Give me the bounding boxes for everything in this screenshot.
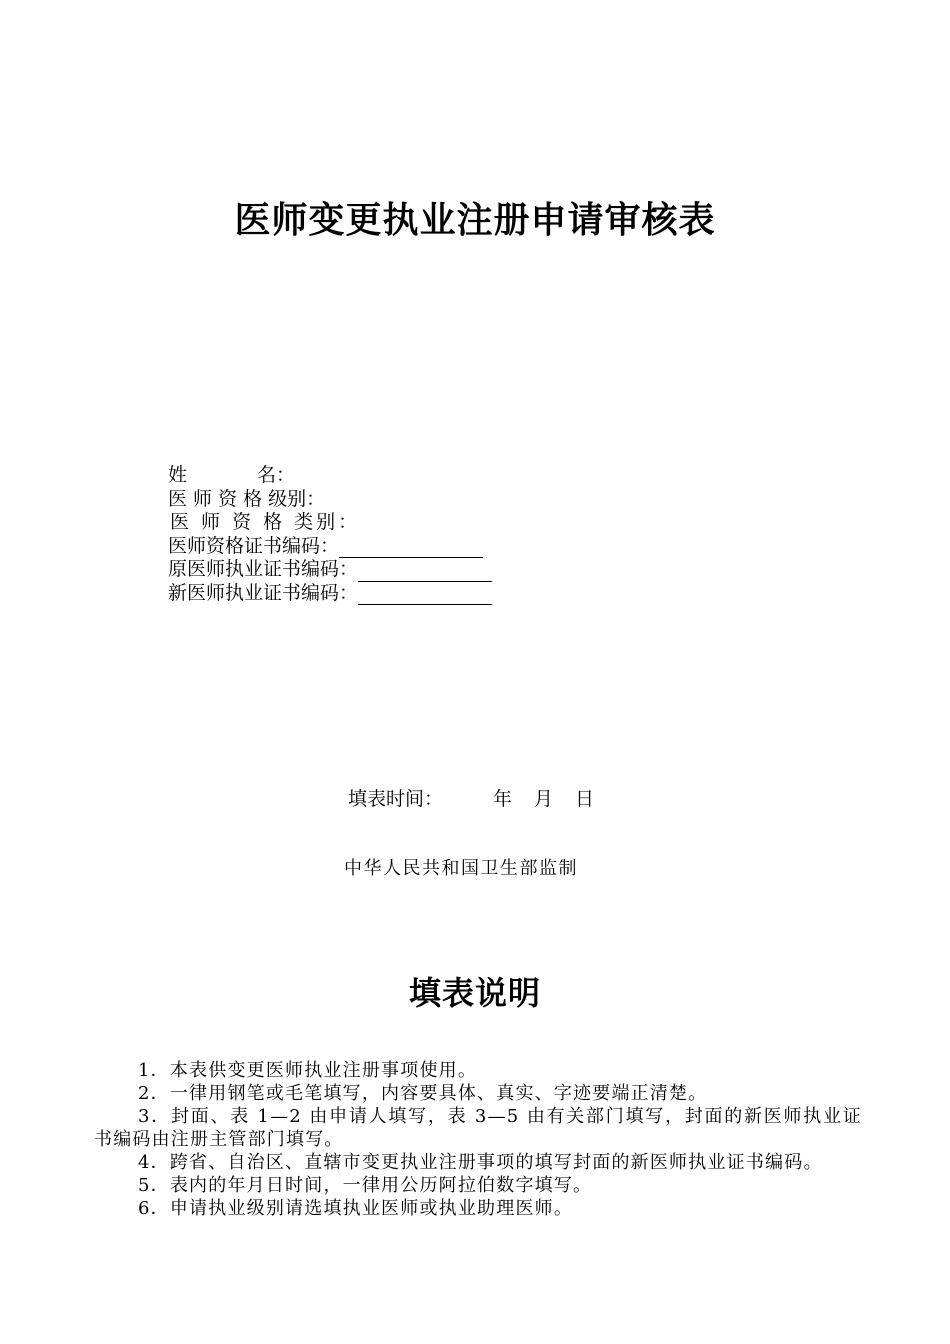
certificate-number-blank[interactable] bbox=[339, 539, 483, 558]
instruction-item: 5．表内的年月日时间，一律用公历阿拉伯数字填写。 bbox=[138, 1175, 593, 1196]
issuer-line: 中华人民共和国卫生部监制 bbox=[344, 858, 578, 879]
old-license-number-row bbox=[168, 558, 492, 582]
name-label-a: 姓 bbox=[168, 464, 188, 486]
certificate-number-label: 医师资格证书编码： bbox=[168, 534, 340, 557]
page-title: 医师变更执业注册申请审核表 bbox=[234, 200, 716, 241]
fill-date-day: 日 bbox=[575, 788, 595, 810]
qualification-type-label: 医 师 资 格 类别： bbox=[170, 511, 361, 533]
new-license-number-blank[interactable] bbox=[358, 586, 492, 605]
new-license-number-row bbox=[168, 582, 492, 606]
fill-date bbox=[348, 784, 594, 811]
instructions-title: 填表说明 bbox=[408, 974, 541, 1012]
instruction-item: 1．本表供变更医师执业注册事项使用。 bbox=[138, 1060, 478, 1081]
qualification-level-row bbox=[168, 488, 492, 512]
name-label bbox=[168, 464, 295, 488]
name-label-b: 名： bbox=[257, 464, 296, 486]
name-field-row bbox=[168, 464, 492, 488]
new-license-number-label: 新医师执业证书编码： bbox=[168, 581, 359, 604]
instruction-item: 2．一律用钢笔或毛笔填写，内容要具体、真实、字迹要端正清楚。 bbox=[138, 1083, 708, 1104]
old-license-number-blank[interactable] bbox=[358, 563, 492, 582]
qualification-type-row bbox=[168, 511, 492, 535]
instruction-item: 6．申请执业级别请选填执业医师或执业助理医师。 bbox=[138, 1198, 574, 1219]
old-license-number-label: 原医师执业证书编码： bbox=[168, 558, 359, 580]
instructions-list bbox=[94, 1059, 862, 1220]
fill-date-label: 填表时间： bbox=[348, 788, 444, 810]
fill-date-month: 月 bbox=[534, 788, 554, 810]
instruction-item: 3．封面、表 1—2 由申请人填写，表 3—5 由有关部门填写，封面的新医师执业证书编码由注册主管部门填写。 bbox=[94, 1106, 862, 1150]
fill-date-year: 年 bbox=[493, 788, 513, 810]
certificate-number-row bbox=[168, 535, 492, 559]
instruction-item: 4．跨省、自治区、直辖市变更执业注册事项的填写封面的新医师执业证书编码。 bbox=[138, 1152, 823, 1173]
qualification-level-label: 医 师 资 格 级别： bbox=[168, 487, 326, 510]
applicant-fields bbox=[168, 464, 492, 605]
